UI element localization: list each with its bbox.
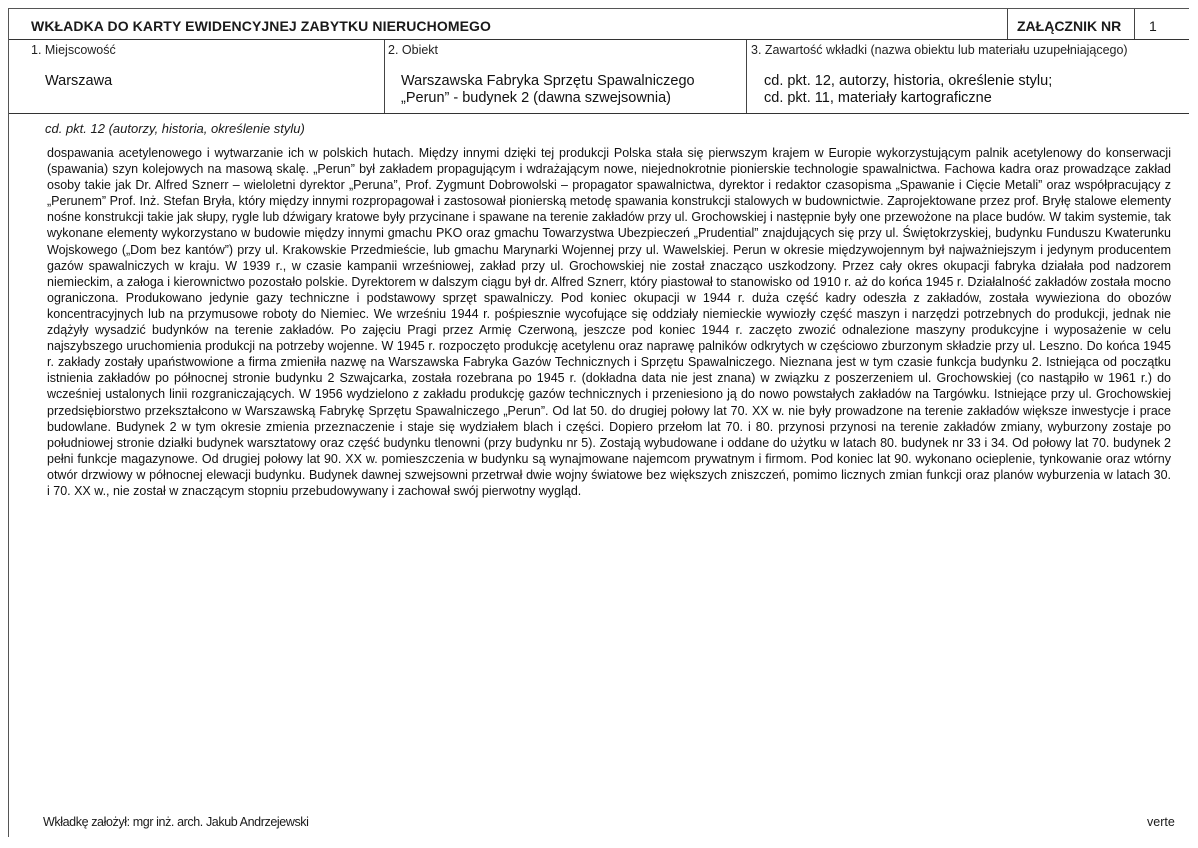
form-fields-row [9,40,1189,114]
object-value-line1: Warszawska Fabryka Sprzętu Spawalniczego [401,73,695,89]
form-header [9,9,1189,40]
header-divider [1007,9,1008,39]
form-sheet [8,8,1189,837]
header-divider [1134,9,1135,39]
author-note: Wkładkę założył: mgr inż. arch. Jakub Andrzejewski [43,815,309,829]
form-title: WKŁADKA DO KARTY EWIDENCYJNEJ ZABYTKU NIERUCHOMEGO [31,18,492,34]
contents-value-line2: cd. pkt. 11, materiały kartograficzne [764,90,992,106]
contents-value-line1: cd. pkt. 12, autorzy, historia, określenie stylu; [764,73,1053,89]
section-note: cd. pkt. 12 (autorzy, historia, określenie stylu) [45,121,305,136]
history-text: dospawania acetylenowego i wytwarzanie ich w polskich hutach. Między innymi dzięki tej produkcji Polska stała się pierwszym krajem w Europie wykorzystującym palnik acetylenowy do konserwacji (spawania) szyn kolejowych na masową skalę. „Perun” był zakładem propagującym i wdrażającym nowe, niejednokrotnie pionierskie technologie spawalnictwa. Fachowa kadra oraz prowadzące zakład osoby takie jak Dr. Alfred Sznerr – wieloletni dyrektor „Peruna”, Prof. Zygmunt Dobrowolski – propagator spawalnictwa, dyrektor i redaktor czasopisma „Spawanie i Cięcie Metali” oraz współpracujący z „Perunem” Prof. Inż. Stefan Bryła, który między innymi rozpropagował i zastosował pionierską metodę spawania konstrukcji stalowych w budownictwie. Zaprojektowane przez prof. Bryłę stalowe elementy nośne konstrukcji takie jak słupy, rygle lub dźwigary kratowe były przycinane i spawane na terenie zakładów przy ul. Grochowskiej i następnie były one przewożone na place budów. W takim systemie, tak wykonane elementy wykorzystano w budowie między innymi gmachu PKO oraz gmachu Towarzystwa Ubezpieczeń „Prudential” znajdujących się przy ul. Świętokrzyskiej, budynku Funduszu Kwaterunku Wojskowego („Dom bez kantów”) przy ul. Krakowskie Przedmieście, lub gmachu Marynarki Wojennej przy ul. Wawelskiej. Perun w okresie międzywojennym był najważniejszym i jedynym producentem gazów spawalniczych w kraju. W 1939 r., w czasie kampanii wrześniowej, zakład przy ul. Grochowskiej nie został znacząco uszkodzony. Przez cały okres okupacji fabryka działała pod nadzorem niemieckim, a załoga i kierownictwo pozostało polskie. Dyrektorem w dalszym ciągu był dr. Alfred Sznerr, który piastował to stanowisko od 1910 r. aż do końca 1945 r. Działalność zakładów została mocno ograniczona. Produkowano jedynie gazy techniczne i podstawowy sprzęt spawalniczy. Pod koniec okupacji w 1944 r. duża część kadry odeszła z zakładów, została wywieziona do obozów koncentracyjnych lub na przymusowe roboty do Niemiec. We wrześniu 1944 r. pośpiesznie wycofujące się oddziały niemieckie wywiozły część maszyn i narzędzi potrzebnych do produkcji, jednak nie zdążyły wysadzić budynków na terenie zakładów. Po zajęciu Pragi przez Armię Czerwoną, jeszcze pod koniec 1944 r. zaczęto zwozić odnalezione maszyny produkcyjne i wyposażenie w celu najszybszego uruchomienia produkcji na potrzeby wojenne. W 1945 r. rozpoczęto produkcję acetylenu oraz naprawę palników odkrytych w częściowo zburzonym składzie przy ul. Leszno. Do końca 1945 r. zakłady zostały upaństwowione a firma zmieniła nazwę na Warszawska Fabryka Gazów Technicznych i Sprzętu Spawalniczego. Nieznana jest w tym czasie funkcja budynku 2. Istniejąca od początku istnienia zakładów po północnej stronie budynku 2 Szwajcarka, została rozebrana po 1945 r. (dokładna data nie jest znana) w związku z poszerzeniem ul. Grochowskiej (co nastąpiło w 1961 r.) do wcześniej ustalonych linii rozgraniczających. W 1956 wydzielono z zakładu produkcję gazów technicznych i przeniesiono ją do nowo powstałych zakładów na Targówku. Istniejące przy ul. Grochowskiej przedsiębiorstwo przekształcono w Warszawską Fabrykę Sprzętu Spawalniczego „Perun”. Od lat 50. do drugiej połowy lat 70. XX w. nie były prowadzone na terenie zakładów większe inwestycje i prace budowlane. Budynek 2 w tym okresie zmienia przeznaczenie i staje się wydziałem blach i części. Dopiero przełom lat 70. i 80. przynosi przynosi na terenie zakładów zmiany, wyburzony zostaje po południowej stronie działki budynek warsztatowy oraz część budynku tlenowni (przy budynku nr 5). Zostają wybudowane i oddane do użytku w latach 80. budynek nr 33 i 34. Od połowy lat 70. budynek 2 pełni funkcje magazynowe. Od drugiej połowy lat 90. XX w. pomieszczenia w budynku są wynajmowane najemcom prywatnym i firmom. Pod koniec lat 90. wykonano ocieplenie, tynkowanie oraz wtórny otwór drzwiowy w północnej elewacji budynku. Budynek dawnej szwejsowni przetrwał dwie wojny światowe bez większych zniszczeń, pomimo licznych zmian funkcji oraz planów wyburzenia w latach 30. i 70. XX w., nie został w znaczącym stopniu przebudowywany i zachował swój pierwotny wygląd. [47,146,1171,498]
field-divider [384,40,385,113]
object-label: 2. Obiekt [388,43,439,57]
annex-number: 1 [1149,18,1157,34]
object-value-line2: „Perun” - budynek 2 (dawna szwejsownia) [401,90,671,106]
field-divider [746,40,747,113]
locality-value: Warszawa [45,73,113,89]
annex-label: ZAŁĄCZNIK NR [1017,18,1122,34]
contents-label: 3. Zawartość wkładki (nazwa obiektu lub materiału uzupełniającego) [751,43,1128,57]
verte-note: verte [1147,815,1175,829]
locality-label: 1. Miejscowość [31,43,116,57]
